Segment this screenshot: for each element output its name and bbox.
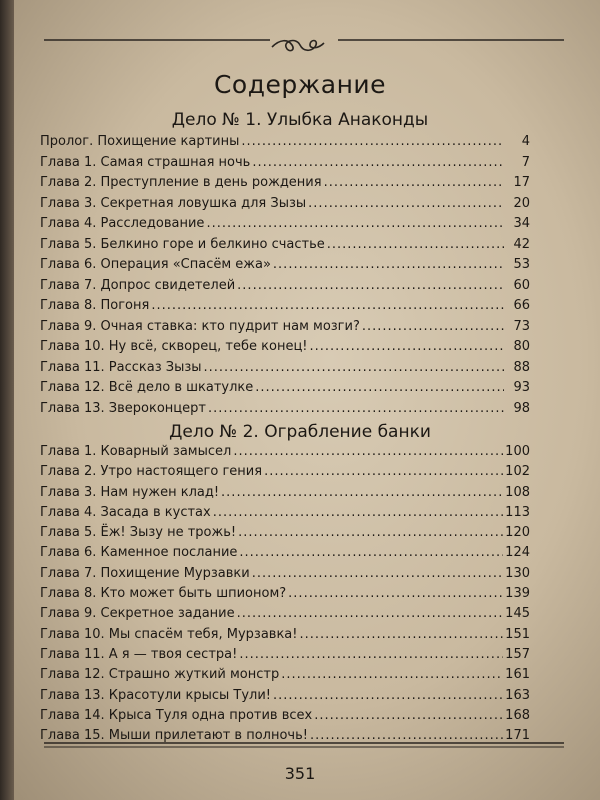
toc-entry xyxy=(40,689,530,709)
toc-entry-label: Глава 2. Утро настоящего гения xyxy=(40,464,263,480)
toc-entry-label: Глава 9. Очная ставка: кто пудрит нам мозги? xyxy=(40,318,360,334)
toc-entry-page: 102 xyxy=(505,464,530,480)
toc-entry xyxy=(40,361,530,382)
toc-leader-dots xyxy=(273,689,503,702)
toc-entry xyxy=(40,709,530,729)
toc-leader-dots xyxy=(300,628,504,641)
toc-leader-dots xyxy=(208,402,504,415)
toc-entry-label: Глава 1. Коварный замысел xyxy=(40,444,232,459)
page-number: 351 xyxy=(284,764,316,783)
toc-leader-dots xyxy=(239,648,503,661)
toc-entry xyxy=(40,506,530,526)
toc-leader-dots xyxy=(362,320,504,333)
toc-entry xyxy=(40,465,530,485)
toc-entry xyxy=(40,156,530,177)
toc-list-case-2 xyxy=(40,445,530,749)
toc-leader-dots xyxy=(239,546,503,559)
toc-entry xyxy=(40,567,530,587)
toc-entry-label: Глава 8. Кто может быть шпионом? xyxy=(40,586,287,602)
toc-entry-label: Глава 10. Ну всё, скворец, тебе конец! xyxy=(40,339,308,354)
toc-entry xyxy=(40,279,530,300)
toc-entry xyxy=(40,197,530,218)
toc-leader-dots xyxy=(324,176,504,189)
toc-leader-dots xyxy=(310,340,504,353)
toc-entry xyxy=(40,381,530,402)
toc-entry xyxy=(40,299,530,320)
toc-entry-label: Глава 13. Звероконцерт xyxy=(40,400,206,416)
toc-entry-page: 161 xyxy=(505,667,530,683)
toc-entry-page: 108 xyxy=(505,484,530,500)
toc-leader-dots xyxy=(237,279,504,292)
toc-entry-label: Глава 4. Засада в кустах xyxy=(40,504,211,520)
toc-entry-label: Глава 11. Рассказ Зызы xyxy=(40,359,202,375)
toc-entry-label: Глава 12. Всё дело в шкатулке xyxy=(40,380,254,395)
toc-leader-dots xyxy=(327,238,504,251)
toc-entry xyxy=(40,258,530,279)
toc-leader-dots xyxy=(206,217,504,230)
toc-entry xyxy=(40,546,530,566)
toc-leader-dots xyxy=(288,587,503,600)
toc-leader-dots xyxy=(233,445,503,458)
toc-leader-dots xyxy=(252,156,504,169)
toc-entry-page: 151 xyxy=(505,626,530,642)
toc-entry-page: 53 xyxy=(513,257,530,272)
toc-entry-label: Глава 15. Мыши прилетают в полночь! xyxy=(40,728,308,744)
toc-entry xyxy=(40,607,530,627)
toc-entry-label: Глава 7. Похищение Мурзавки xyxy=(40,565,250,581)
toc-leader-dots xyxy=(281,668,503,681)
toc-entry xyxy=(40,486,530,506)
toc-entry-page: 171 xyxy=(505,728,530,744)
toc-entry-page: 34 xyxy=(513,216,530,231)
section-heading-case-1: Дело № 1. Улыбка Анаконды xyxy=(171,110,429,130)
toc-entry-page: 88 xyxy=(513,359,530,375)
toc-entry xyxy=(40,402,530,423)
toc-leader-dots xyxy=(237,607,504,620)
page-title: Содержание xyxy=(213,70,387,99)
toc-entry-label: Глава 6. Каменное послание xyxy=(40,545,238,561)
toc-entry-page: 120 xyxy=(505,525,530,541)
toc-entry-page: 80 xyxy=(513,339,530,354)
toc-entry-label: Глава 1. Самая страшная ночь xyxy=(40,154,251,170)
toc-entry xyxy=(40,668,530,688)
toc-entry-label: Глава 10. Мы спасём тебя, Мурзавка! xyxy=(40,626,298,642)
toc-entry xyxy=(40,340,530,361)
toc-leader-dots xyxy=(252,567,503,580)
toc-entry-label: Пролог. Похищение картины xyxy=(40,134,240,149)
toc-entry-page: 157 xyxy=(505,646,530,662)
toc-entry-label: Глава 5. Ёж! Зызу не трожь! xyxy=(40,525,237,541)
toc-entry-label: Глава 5. Белкино горе и белкино счастье xyxy=(40,236,325,252)
toc-leader-dots xyxy=(273,258,504,271)
toc-entry-label: Глава 6. Операция «Спасём ежа» xyxy=(40,257,271,272)
toc-entry xyxy=(40,648,530,668)
toc-entry-page: 42 xyxy=(513,236,530,252)
toc-entry-label: Глава 3. Нам нужен клад! xyxy=(40,484,220,500)
toc-leader-dots xyxy=(314,709,503,722)
toc-entry xyxy=(40,135,530,156)
toc-entry xyxy=(40,526,530,546)
toc-entry-label: Глава 9. Секретное задание xyxy=(40,606,235,622)
toc-entry xyxy=(40,587,530,607)
toc-leader-dots xyxy=(221,486,503,499)
toc-entry-label: Глава 12. Страшно жуткий монстр xyxy=(40,667,280,683)
toc-leader-dots xyxy=(204,361,504,374)
toc-entry-page: 7 xyxy=(521,154,530,170)
toc-entry-page: 124 xyxy=(505,545,530,561)
toc-leader-dots xyxy=(213,506,503,519)
toc-entry xyxy=(40,176,530,197)
toc-entry-label: Глава 3. Секретная ловушка для Зызы xyxy=(40,195,307,211)
toc-leader-dots xyxy=(241,135,504,148)
toc-entry-page: 113 xyxy=(505,504,530,520)
bottom-rule-divider xyxy=(44,740,564,750)
toc-list-case-1 xyxy=(40,135,530,422)
toc-leader-dots xyxy=(255,381,504,394)
toc-entry-page: 168 xyxy=(505,707,530,723)
toc-entry xyxy=(40,320,530,341)
toc-entry-label: Глава 11. А я — твоя сестра! xyxy=(40,646,238,662)
toc-entry-label: Глава 2. Преступление в день рождения xyxy=(40,175,322,190)
toc-entry xyxy=(40,238,530,259)
toc-entry-page: 60 xyxy=(513,277,530,293)
toc-entry-page: 130 xyxy=(505,565,530,581)
toc-entry-page: 17 xyxy=(513,175,530,190)
toc-entry-page: 98 xyxy=(513,400,530,416)
toc-entry-page: 163 xyxy=(505,687,530,703)
toc-entry-label: Глава 4. Расследование xyxy=(40,216,205,231)
toc-entry-label: Глава 13. Красотули крысы Тули! xyxy=(40,687,271,703)
toc-entry-page: 93 xyxy=(513,380,530,395)
toc-entry-page: 145 xyxy=(505,606,530,622)
toc-leader-dots xyxy=(151,299,504,312)
flourish-ornament-icon xyxy=(270,35,326,55)
section-heading-case-2: Дело № 2. Ограбление банки xyxy=(169,422,431,442)
toc-entry-label: Глава 7. Допрос свидетелей xyxy=(40,277,236,293)
toc-leader-dots xyxy=(264,465,503,478)
toc-entry-label: Глава 14. Крыса Туля одна против всех xyxy=(40,707,313,723)
toc-leader-dots xyxy=(238,526,503,539)
toc-entry-label: Глава 8. Погоня xyxy=(40,298,150,313)
toc-entry xyxy=(40,217,530,238)
toc-entry-page: 66 xyxy=(513,298,530,313)
toc-entry xyxy=(40,628,530,648)
toc-entry-page: 100 xyxy=(505,444,530,459)
toc-entry-page: 73 xyxy=(513,318,530,334)
toc-entry xyxy=(40,445,530,465)
toc-entry-page: 139 xyxy=(505,586,530,602)
toc-leader-dots xyxy=(308,197,504,210)
toc-entry-page: 4 xyxy=(521,134,530,149)
toc-entry-page: 20 xyxy=(513,195,530,211)
